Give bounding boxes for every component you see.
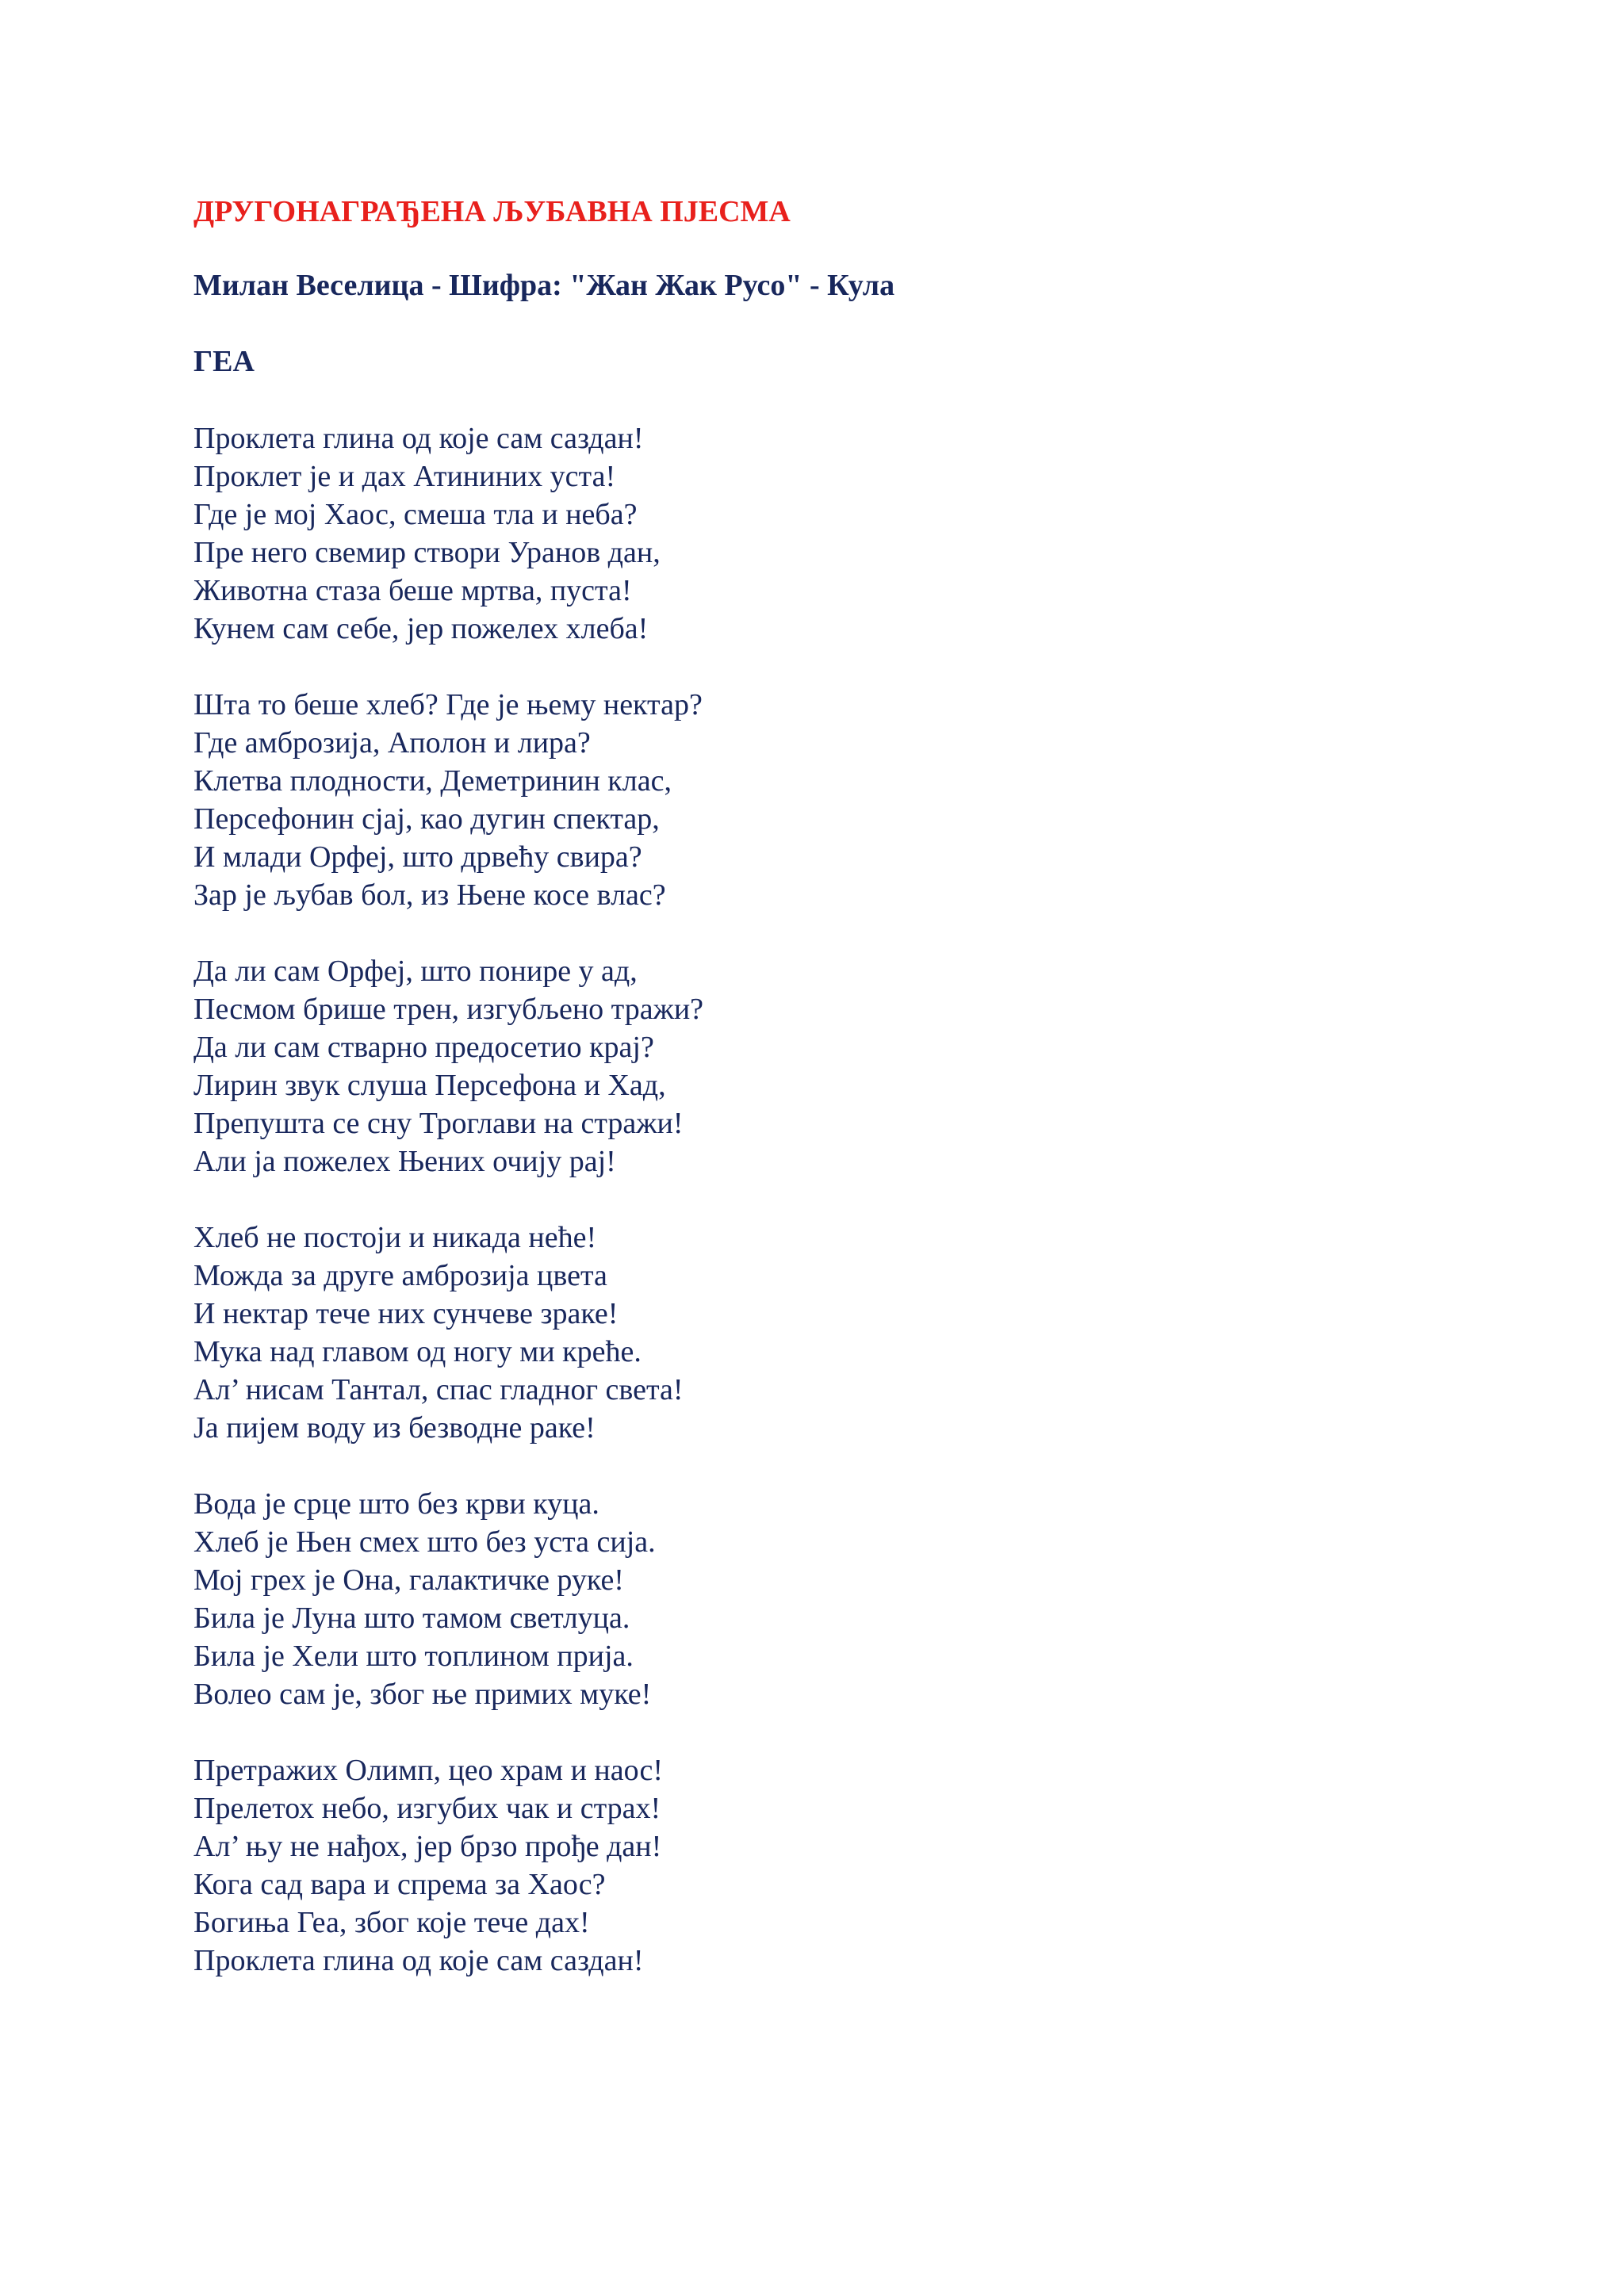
poem-line: Да ли сам Орфеј, што понире у ад, (193, 955, 638, 988)
poem-line: Мој грех је Она, галактичке руке! (193, 1563, 624, 1597)
poem-line: Где амброзија, Аполон и лира? (193, 726, 591, 760)
poem-title: ГЕА (193, 345, 255, 378)
poem-line: Ал’ њу не нађох, јер брзо прође дан! (193, 1830, 662, 1863)
author-byline: Милан Веселица - Шифра: "Жан Жак Русо" - Кула (193, 269, 895, 302)
poem-line: Волео сам је, због ње примих муке! (193, 1678, 652, 1711)
poem-line: Мука над главом од ногу ми креће. (193, 1335, 642, 1368)
poem-line: Персефонин сјај, као дугин спектар, (193, 802, 660, 836)
poem-line: Да ли сам стварно предосетио крај? (193, 1031, 654, 1064)
poem-line: Кунем сам себе, јер пожелех хлеба! (193, 612, 649, 645)
stanza (193, 419, 1542, 648)
poem-line: Шта то беше хлеб? Где је њему нектар? (193, 688, 703, 721)
award-heading: ДРУГОНАГРАЂЕНА ЉУБАВНА ПЈЕСМА (193, 195, 791, 228)
poem-line: Песмом брише трен, изгубљено тражи? (193, 993, 704, 1026)
poem-line: Била је Луна што тамом светлуца. (193, 1601, 630, 1635)
poem-line: Ал’ нисам Тантал, спас гладног света! (193, 1373, 684, 1406)
poem-line: И млади Орфеј, што дрвећу свира? (193, 840, 642, 874)
poem-line: Хлеб не постоји и никада неће! (193, 1221, 597, 1254)
poem-line: И нектар тече них сунчеве зраке! (193, 1297, 619, 1330)
poem-line: Кога сад вара и спрема за Хаос? (193, 1868, 606, 1901)
poem-line: Претражих Олимп, цео храм и наос! (193, 1754, 664, 1787)
poem-line: Где је мој Хаос, смеша тла и неба? (193, 498, 638, 531)
poem-line: Лирин звук слуша Персефона и Хад, (193, 1069, 666, 1102)
stanza (193, 1751, 1542, 1980)
poem-line: Али ја пожелех Њених очију рај! (193, 1145, 616, 1178)
poem-line: Проклет је и дах Атининих уста! (193, 460, 616, 493)
stanza (193, 686, 1542, 914)
stanza (193, 1219, 1542, 1447)
poem-line: Проклета глина од које сам саздан! (193, 422, 644, 455)
poem-line: Ја пијем воду из безводне раке! (193, 1411, 596, 1445)
poem-body (193, 419, 1542, 1980)
stanza (193, 952, 1542, 1181)
poem-line: Зар је љубав бол, из Њене косе влас? (193, 878, 666, 912)
poem-line: Хлеб је Њен смех што без уста сија. (193, 1525, 656, 1559)
poem-line: Клетва плодности, Деметринин клас, (193, 764, 672, 798)
poem-line: Богиња Геа, због које тече дах! (193, 1906, 590, 1939)
poem-line: Пре него свемир створи Уранов дан, (193, 536, 661, 569)
stanza (193, 1485, 1542, 1713)
poem-line: Проклета глина од које сам саздан! (193, 1944, 644, 1977)
poem-line: Прелетох небо, изгубих чак и страх! (193, 1792, 661, 1825)
document-page (193, 193, 1542, 2018)
poem-line: Можда за друге амброзија цвета (193, 1259, 607, 1292)
poem-line: Животна стаза беше мртва, пуста! (193, 574, 632, 607)
poem-line: Била је Хели што топлином прија. (193, 1640, 634, 1673)
poem-line: Препушта се сну Троглави на стражи! (193, 1107, 684, 1140)
poem-line: Вода је срце што без крви куца. (193, 1487, 599, 1521)
